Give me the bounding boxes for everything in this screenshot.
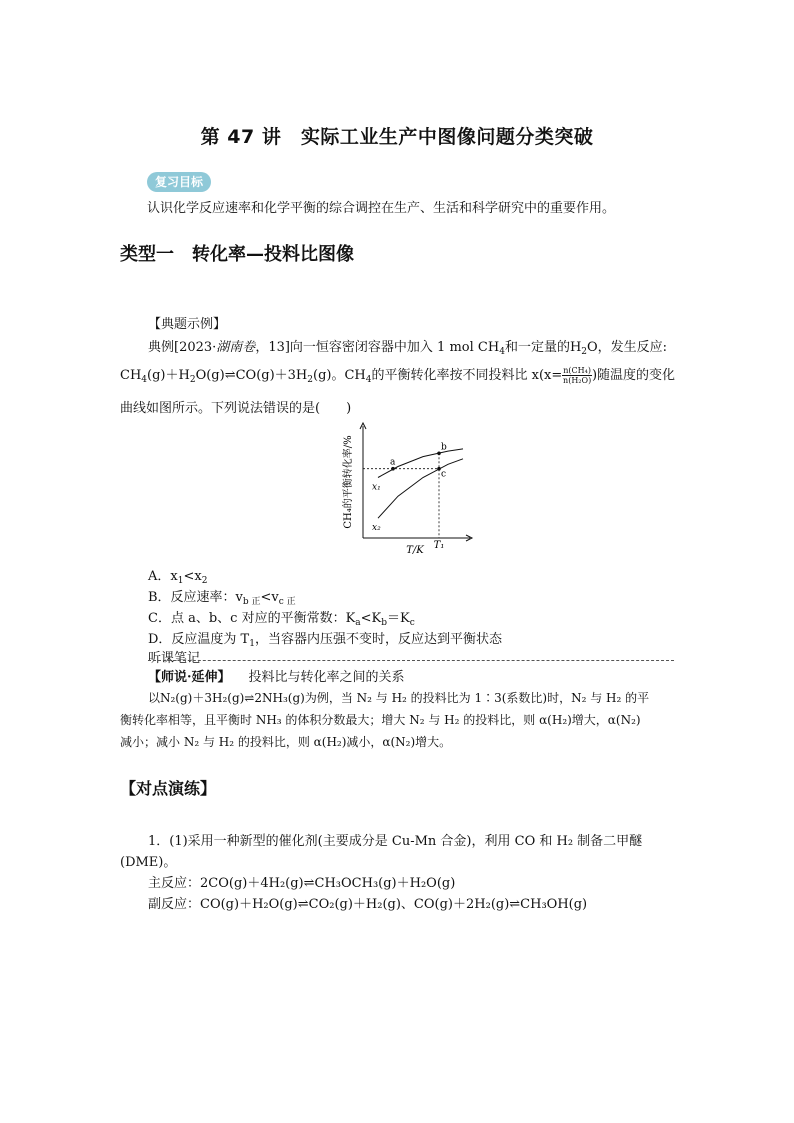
- teacher-line-1: 以N₂(g)＋3H₂(g)⇌2NH₃(g)为例，当 N₂ 与 H₂ 的投料比为 1∶3(系数比)时，N₂ 与 H₂ 的平: [148, 691, 650, 705]
- objective-text: 认识化学反应速率和化学平衡的综合调控在生产、生活和科学研究中的重要作用。: [147, 201, 616, 216]
- section-heading-type1: 类型一 转化率—投料比图像: [120, 244, 354, 265]
- exercise-main-reaction: 主反应：2CO(g)＋4H₂(g)⇌CH₃OCH₃(g)＋H₂O(g): [148, 876, 456, 891]
- x-axis-label: T/K: [406, 545, 424, 555]
- series-label-2: x₂: [372, 523, 381, 534]
- exercise-line-1: 1．(1)采用一种新型的催化剂(主要成分是 Cu-Mn 合金)，利用 CO 和 H₂ 制备二甲醚: [148, 834, 643, 849]
- point-label-a: a: [390, 457, 396, 468]
- review-goal-badge: 复习目标: [147, 172, 211, 192]
- section-heading-practice: 【对点演练】: [120, 779, 217, 798]
- option-A: A．$x_1<x_2$: [148, 569, 208, 586]
- example-line-3: 曲线如图所示。下列说法错误的是( ): [120, 401, 352, 416]
- conversion-chart: [335, 420, 475, 555]
- option-D: D．反应温度为 $T_1$，当容器内压强不变时，反应达到平衡状态: [148, 632, 502, 649]
- series-line-2: [378, 459, 463, 518]
- page-title: 第 47 讲 实际工业生产中图像问题分类突破: [200, 126, 594, 148]
- point-label-c: c: [441, 469, 447, 480]
- series-label-1: x₁: [372, 482, 381, 493]
- teacher-extension-heading: 【师说·延伸】 投料比与转化率之间的关系: [148, 670, 405, 685]
- example-line-1: 典例[2023·湖南卷，13]向一恒容密闭容器中加入 1 mol $CH_4$和一定量的$H_2O$，发生反应:: [148, 340, 668, 357]
- x-tick-T1: T₁: [433, 540, 445, 551]
- point-label-b: b: [441, 442, 447, 453]
- y-axis-label: CH₄的平衡转化率/%: [343, 435, 354, 529]
- option-B: B．反应速率：$v_{b 正}<v_{c 正}$: [148, 590, 296, 607]
- notes-label: 听课笔记: [148, 651, 201, 666]
- example-label: 【典题示例】: [148, 317, 227, 332]
- example-line-2: $CH_4(g)+H_2O(g)\rightleftharpoons CO(g)+3H_2(g)$。$CH_4$的平衡转化率按不同投料比 x(x= $\frac{\text{n(CH₄)}}{\text{n(H₂O)}}$ )随温度的变化: [120, 366, 676, 385]
- chart-series: [372, 449, 463, 533]
- exercise-side-reaction: 副反应：CO(g)＋H₂O(g)⇌CO₂(g)＋H₂(g)、CO(g)＋2H₂(g)⇌CH₃OH(g): [148, 897, 588, 912]
- teacher-line-3: 减小；减小 N₂ 与 H₂ 的投料比，则 α(H₂)减小，α(N₂)增大。: [120, 735, 452, 749]
- chart-points: [390, 442, 447, 479]
- ratio-fraction: $\frac{\text{n(CH₄)}}{\text{n(H₂O)}}$: [563, 366, 592, 385]
- exercise-line-2: (DME)。: [120, 855, 177, 870]
- teacher-line-2: 衡转化率相等，且平衡时 NH₃ 的体积分数最大；增大 N₂ 与 H₂ 的投料比，则 α(H₂)增大，α(N₂): [120, 713, 641, 727]
- option-C: C．点 a、b、c 对应的平衡常数：$K_a<K_b=K_c$: [148, 611, 415, 628]
- notes-divider: [148, 660, 674, 661]
